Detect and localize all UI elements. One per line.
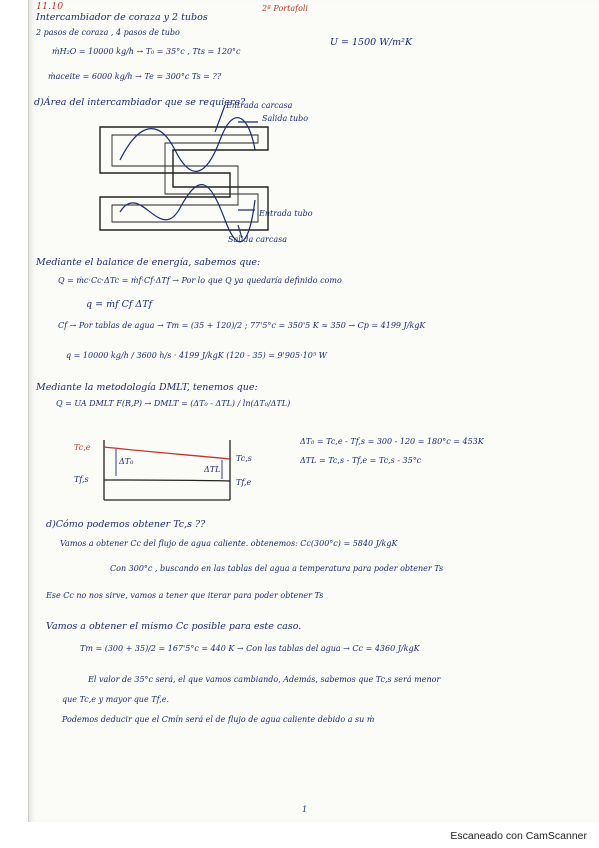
iteration-remark: El valor de 35°c será, el que vamos cambiando, Además, sabemos que Tc,s será menor xyxy=(88,675,441,684)
scanner-footer: Escaneado con CamScanner xyxy=(450,830,587,842)
iteration-remark-cont: que Tc,e y mayor que Tf,e. xyxy=(62,695,170,704)
tcs-question: d)Cómo podemos obtener Tc,s ?? xyxy=(46,519,206,530)
delta-tl-calc: ΔTL = Tc,s - Tf,e = Tc,s - 35°c xyxy=(300,456,422,465)
page-number: 1 xyxy=(302,805,308,814)
dmlt-equation: Q = UA DMLT F(R,P) → DMLT = (ΔT₀ - ΔTL) / ln(ΔT₀/ΔTL) xyxy=(56,399,291,408)
graph-label-tfs: Tf,s xyxy=(74,475,89,484)
mean-temp-calc: Tm = (300 + 35)/2 = 167'5°c = 440 K → Con las tablas del agua → Cc = 4360 J/kgK xyxy=(80,644,420,653)
question-area: d)Área del intercambiador que se requiere? xyxy=(34,97,246,108)
label-salida-tubo: Salida tubo xyxy=(262,114,309,123)
iteration-note: Ese Cc no nos sirve, vamos a tener que iterar para poder obtener Ts xyxy=(46,591,324,600)
cmin-deduction: Podemos deducir que el Cmín será el de flujo de agua caliente debido a su ṁ xyxy=(62,715,375,724)
graph-label-tce: Tc,e xyxy=(74,443,91,452)
statement-line-1: Intercambiador de coraza y 2 tubos xyxy=(36,12,208,23)
water-flow-data: ṁH₂O = 10000 kg/h → T₀ = 35°c , Tts = 120°c xyxy=(52,47,241,56)
portfolio-tag: 2ª Portafoli xyxy=(262,4,309,13)
balance-intro: Mediante el balance de energía, sabemos que: xyxy=(36,257,261,268)
problem-number: 11.10 xyxy=(36,1,64,12)
cold-fluid-curve xyxy=(104,480,230,481)
graph-label-tfe: Tf,e xyxy=(236,478,252,487)
graph-label-tcs: Tc,s xyxy=(236,454,252,463)
label-entrada-carcasa: Entrada carcasa xyxy=(226,101,293,110)
cc-obtain: Vamos a obtener Cc del flujo de agua caliente. obtenemos: Cc(300°c) = 5840 J/kgK xyxy=(60,539,398,548)
label-entrada-tubo: Entrada tubo xyxy=(259,209,313,218)
dmlt-intro: Mediante la metodología DMLT, tenemos que: xyxy=(36,382,258,393)
delta-t0-calc: ΔT₀ = Tc,e - Tf,s = 300 - 120 = 180°c = 453K xyxy=(300,437,484,446)
oil-flow-data: ṁaceite = 6000 kg/h → Te = 300°c Ts = ?? xyxy=(48,72,222,81)
statement-line-2: 2 pasos de coraza , 4 pasos de tubo xyxy=(36,28,180,37)
heat-rate-equation: q = ṁf Cf ΔTf xyxy=(86,299,153,310)
heat-rate-result: q = 10000 kg/h / 3600 h/s · 4199 J/kgK (120 - 35) = 9'905·10⁵ W xyxy=(66,351,327,360)
graph-label-dt0: ΔT₀ xyxy=(119,457,134,466)
label-salida-carcasa: Salida carcasa xyxy=(228,235,287,244)
graph-label-dtl: ΔTL xyxy=(204,465,221,474)
cc-table-lookup: Con 300°c , buscando en las tablas del agua a temperatura para poder obtener Ts xyxy=(110,564,444,573)
cp-water-calc: Cf → Por tablas de agua → Tm = (35 + 120)/2 ; 77'5°c = 350'5 K ≈ 350 → Cp = 4199 J/kgK xyxy=(58,321,426,330)
iteration-intro: Vamos a obtener el mismo Cc posible para este caso. xyxy=(46,621,302,632)
global-coefficient: U = 1500 W/m²K xyxy=(330,37,413,48)
balance-equation: Q = ṁc·Cc·ΔTc = ṁf·Cf·ΔTf → Por lo que Q ya quedaría definido como xyxy=(58,276,342,285)
